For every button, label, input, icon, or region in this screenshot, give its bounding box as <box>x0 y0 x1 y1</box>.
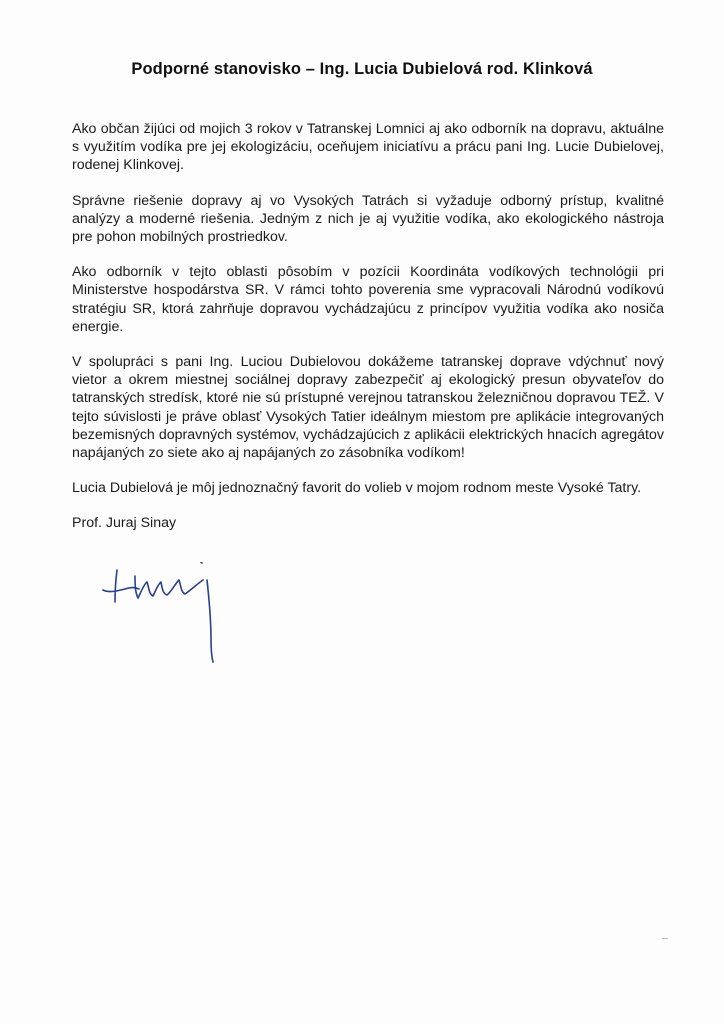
paragraph-5: Lucia Dubielová je môj jednoznačný favorit do volieb v mojom rodnom meste Vysoké Tatry. <box>72 480 642 497</box>
document-title: Podporné stanovisko – Ing. Lucia Dubielová rod. Klinková <box>131 60 593 78</box>
paragraph-2: Správne riešenie dopravy aj vo Vysokých Tatrách si vyžaduje odborný prístup, kvalitné analýzy a moderné riešenia. Jedným z nich je aj využitie vodíka, ako ekologického nástroja pre pohon mobilných prostriedkov. <box>72 192 664 246</box>
handwritten-signature <box>95 562 235 672</box>
paragraph-4: V spolupráci s pani Ing. Luciou Dubielovou dokážeme tatranskej doprave vdýchnuť nový vietor a okrem miestnej sociálnej dopravy zabezpečiť aj ekologický presun obyvateľov do tatranských stredísk, ktoré nie sú prístupné verejnou tatranskou železničnou dopravou TEŽ. V tejto súvislosti je práve oblasť Vysokých Tatier ideálnym miestom pre aplikácie integrovaných bezemisných dopravných systémov, vychádzajúcich z aplikácii elektrických hnacích agregátov napájaných zo siete ako aj napájaných zo zásobníka vodíkom! <box>72 354 664 462</box>
paragraph-3: Ako odborník v tejto oblasti pôsobím v pozícii Koordináta vodíkových technológii pri Ministerstve hospodárstva SR. V rámci tohto poverenia sme vypracovali Národnú vodíkovú stratégiu SR, ktorá zahrňuje dopravou vychádzajúcu z princípov využitia vodíka ako nosiča energie. <box>72 264 664 335</box>
document-body <box>72 120 664 533</box>
scan-artifact-mark <box>662 938 668 939</box>
paragraph-1: Ako občan žijúci od mojich 3 rokov v Tatranskej Lomnici aj ako odborník na dopravu, aktuálne s využitím vodíka pre jej ekologizáciu, oceňujem iniciatívu a prácu pani Ing. Lucie Dubielovej, rodenej Klinkovej. <box>72 121 664 174</box>
signatory-name: Prof. Juraj Sinay <box>72 515 177 532</box>
